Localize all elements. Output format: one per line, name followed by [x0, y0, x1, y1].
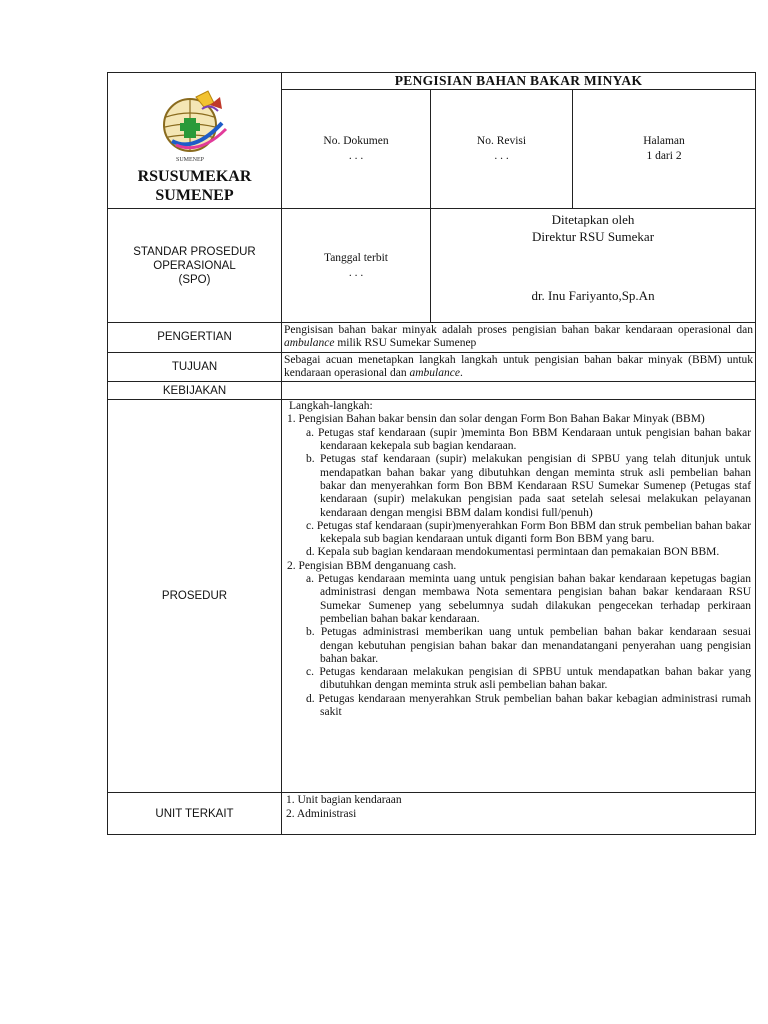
procedure-step-1d: d. Kepala sub bagian kendaraan mendokumentasi permintaan dan pemakaian BON BBM. — [306, 546, 720, 559]
procedure-step-2c: c. Petugas kendaraan melakukan pengisian di SPBU untuk mendapatkan bahan bakar yang dibutuhkan dengan meminta struk asli pembelian bahan bakar. — [306, 666, 752, 692]
tujuan-text: Sebagai acuan menetapkan langkah langkah untuk pengisian bahan bakar minyak (BBM) untuk kendaraan operasional dan ambulance. — [282, 352, 756, 382]
approval-cell — [431, 209, 756, 323]
doc-number-cell — [282, 90, 431, 209]
hospital-name-line2: SUMENEP — [155, 186, 234, 204]
spo-label-line3: (SPO) — [178, 273, 211, 286]
procedure-step-1c: c. Petugas staf kendaraan (supir)menyerahkan Form Bon BBM dan struk pembelian bahan bakar kekepala sub bagian kendaraan untuk diganti form Bon BBM yang baru. — [306, 519, 752, 546]
doc-number-label: No. Dokumen — [323, 135, 389, 147]
issue-date-label: Tanggal terbit — [323, 251, 389, 264]
pengertian-label: PENGERTIAN — [108, 323, 282, 353]
spo-document-table — [107, 72, 756, 835]
spo-label-line1: STANDAR PROSEDUR — [133, 245, 256, 258]
procedure-step-2: 2. Pengisian BBM denganuang cash. — [287, 559, 457, 572]
issue-date-cell — [282, 209, 431, 323]
director-name: dr. Inu Fariyanto,Sp.An — [531, 288, 655, 303]
procedure-intro: Langkah-langkah: — [289, 400, 373, 413]
unit-item-1: 1. Unit bagian kendaraan — [286, 794, 402, 807]
hospital-logo — [150, 83, 240, 165]
revision-cell — [431, 90, 573, 209]
page-value: 1 dari 2 — [646, 150, 682, 162]
issue-date-value: . . . — [348, 266, 364, 279]
revision-value: . . . — [494, 150, 509, 162]
prosedur-label: PROSEDUR — [108, 400, 282, 793]
unit-item-2: 2. Administrasi — [286, 807, 357, 820]
spo-label-cell — [108, 209, 282, 323]
document-title: PENGISIAN BAHAN BAKAR MINYAK — [282, 73, 756, 90]
tujuan-label: TUJUAN — [108, 352, 282, 382]
page-cell — [573, 90, 756, 209]
kebijakan-text — [282, 382, 756, 400]
hospital-name-line1: RSUSUMEKAR — [137, 167, 252, 185]
procedure-step-2b: b. Petugas administrasi memberikan uang untuk pembelian bahan bakar kendaraan sesuai dengan kebutuhan pengisian bahan bakar dan menandatangani penyerahan uang pengisian bahan bakar. — [306, 626, 752, 665]
hospital-name — [108, 167, 281, 205]
procedure-step-2d: d. Petugas kendaraan menyerahkan Struk pembelian bahan bakar kebagian administrasi rumah sakit — [306, 692, 752, 719]
revision-label: No. Revisi — [476, 135, 527, 147]
procedure-step-1: 1. Pengisian Bahan bakar bensin dan solar dengan Form Bon Bahan Bakar Minyak (BBM) — [287, 413, 705, 426]
procedure-step-1a: a. Petugas staf kendaraan (supir )meminta Bon BBM Kendaraan untuk pengisian bahan bakar kendaraan kekepala sub bagian kendaraan. — [306, 426, 752, 453]
established-by: Ditetapkan oleh — [551, 212, 635, 227]
logo-text-bottom: SUMENEP — [175, 156, 204, 163]
director-title: Direktur RSU Sumekar — [531, 229, 655, 244]
hospital-logo-cell — [108, 73, 282, 209]
unit-terkait-label: UNIT TERKAIT — [108, 793, 282, 835]
kebijakan-label: KEBIJAKAN — [108, 382, 282, 400]
page-label: Halaman — [643, 135, 685, 147]
doc-number-value: . . . — [348, 150, 364, 162]
procedure-step-1b: b. Petugas staf kendaraan (supir) melakukan pengisian di SPBU yang telah ditunjuk untuk mendapatkan bahan bakar yang dibutuhkan dengan meminta struk asli pembelian bahan bakar dan menyerahkan form Bon BBM Kendaraan RSU Sumekar Sumenep (Petugas staf kendaraan (supir) melakukan pengisian pada saat setelah selesai melakukan pelayanan kendaraan dengan mengisi BBM dalam kondisi full/penuh) — [306, 453, 752, 519]
unit-terkait-list — [282, 793, 756, 835]
pengertian-text: Pengisisan bahan bakar minyak adalah proses pengisian bahan bakar kendaraan operasional dan ambulance milik RSU Sumekar Sumenep — [282, 323, 756, 353]
procedure-text — [282, 400, 756, 793]
spo-label-line2: OPERASIONAL — [153, 259, 236, 272]
procedure-step-2a: a. Petugas kendaraan meminta uang untuk pengisian bahan bakar kendaraan kepetugas bagian administrasi dengan membawa Nota sementara pengisian bahan bakar kendaraan RSU Sumekar Sumenep yang sebelumnya sudah dilakukan pengecekan terhadap perkiraan pembelian bahan bakar kendaraan. — [306, 573, 752, 625]
